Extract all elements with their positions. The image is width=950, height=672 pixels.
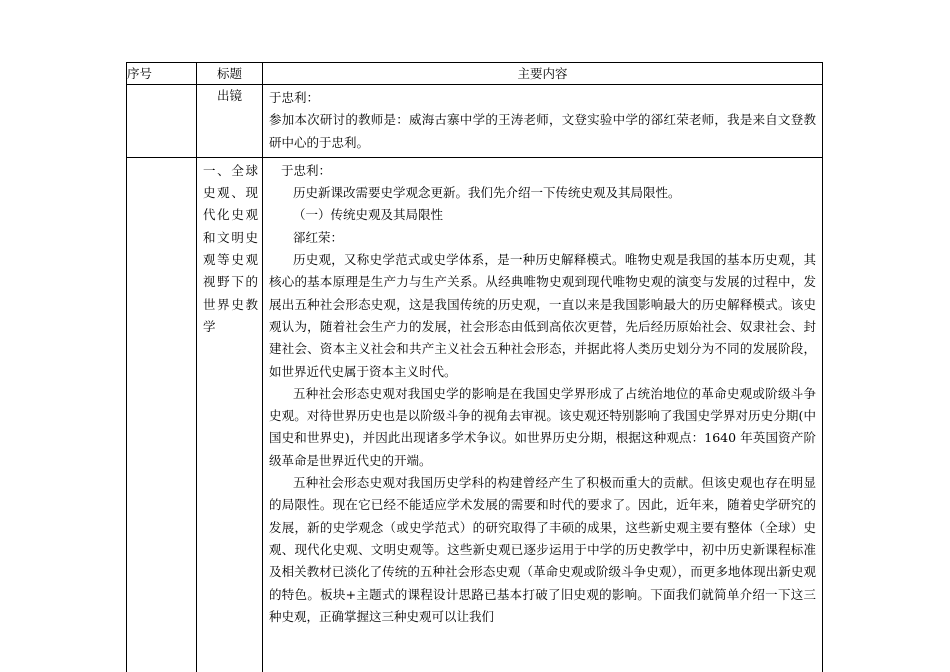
speaker-line: 于忠利：	[269, 90, 320, 105]
content-paragraph: 参加本次研讨的教师是：威海古寨中学的王涛老师，文登实验中学的郤红荣老师，我是来自文登教研中心的于忠利。	[269, 112, 816, 150]
table-row	[127, 85, 823, 158]
table-row	[127, 157, 823, 672]
header-content: 主要内容	[263, 63, 823, 85]
row-title-cell	[197, 157, 263, 672]
row-number-cell	[127, 157, 197, 672]
content-paragraph: 历史观，又称史学范式或史学体系，是一种历史解释模式。唯物史观是我国的基本历史观，其核心的基本原理是生产力与生产关系。从经典唯物史观到现代唯物史观的演变与发展的过程中，发展出五种社会形态史观，这是我国传统的历史观，一直以来是我国影响最大的历史解释模式。该史观认为，随着社会生产力的发展，社会形态由低到高依次更替，先后经历原始社会、奴隶社会、封建社会、资本主义社会和共产主义社会五种社会形态，并据此将人类历史划分为不同的发展阶段，如世界近代史属于资本主义时代。	[269, 252, 816, 379]
content-paragraph: 历史新课改需要史学观念更新。我们先介绍一下传统史观及其局限性。	[293, 185, 681, 201]
section-title: 一、全球史观、现代化史观和文明史观等史观视野下的世界史教学	[203, 162, 258, 334]
subsection-heading: （一）传统史观及其局限性	[293, 207, 444, 223]
row-content-cell	[263, 85, 823, 158]
content-table	[126, 62, 823, 672]
header-title: 标题	[197, 63, 263, 85]
row-title-cell: 出镜	[197, 85, 263, 158]
speaker-line: 郤红荣：	[293, 229, 344, 245]
header-number: 序号	[127, 63, 197, 85]
table-header-row	[127, 63, 823, 85]
content-paragraph: 五种社会形态史观对我国历史学科的构建曾经产生了积极而重大的贡献。但该史观也存在明显的局限性。现在它已经不能适应学术发展的需要和时代的要求了。因此，近年来，随着史学研究的发展，新的史学观念（或史学范式）的研究取得了丰硕的成果，这些新史观主要有整体（全球）史观、现代化史观、文明史观等。这些新史观已逐步运用于中学的历史教学中，初中历史新课程标准及相关教材已淡化了传统的五种社会形态史观（革命史观或阶级斗争史观），而更多地体现出新史观的特色。板块+主题式的课程设计思路已基本打破了旧史观的影响。下面我们就简单介绍一下这三种史观，正确掌握这三种史观可以让我们	[269, 475, 816, 624]
row-number-cell	[127, 85, 197, 158]
row-content-cell	[263, 157, 823, 672]
content-paragraph: 五种社会形态史观对我国史学的影响是在我国史学界形成了占统治地位的革命史观或阶级斗争史观。对待世界历史也是以阶级斗争的视角去审视。该史观还特别影响了我国史学界对历史分期(中国史和世界史)，并因此出现诸多学术争议。如世界历史分期，根据这种观点：1640 年英国资产阶级革命是世界近代史的开端。	[269, 385, 816, 468]
speaker-line: 于忠利：	[281, 162, 332, 178]
